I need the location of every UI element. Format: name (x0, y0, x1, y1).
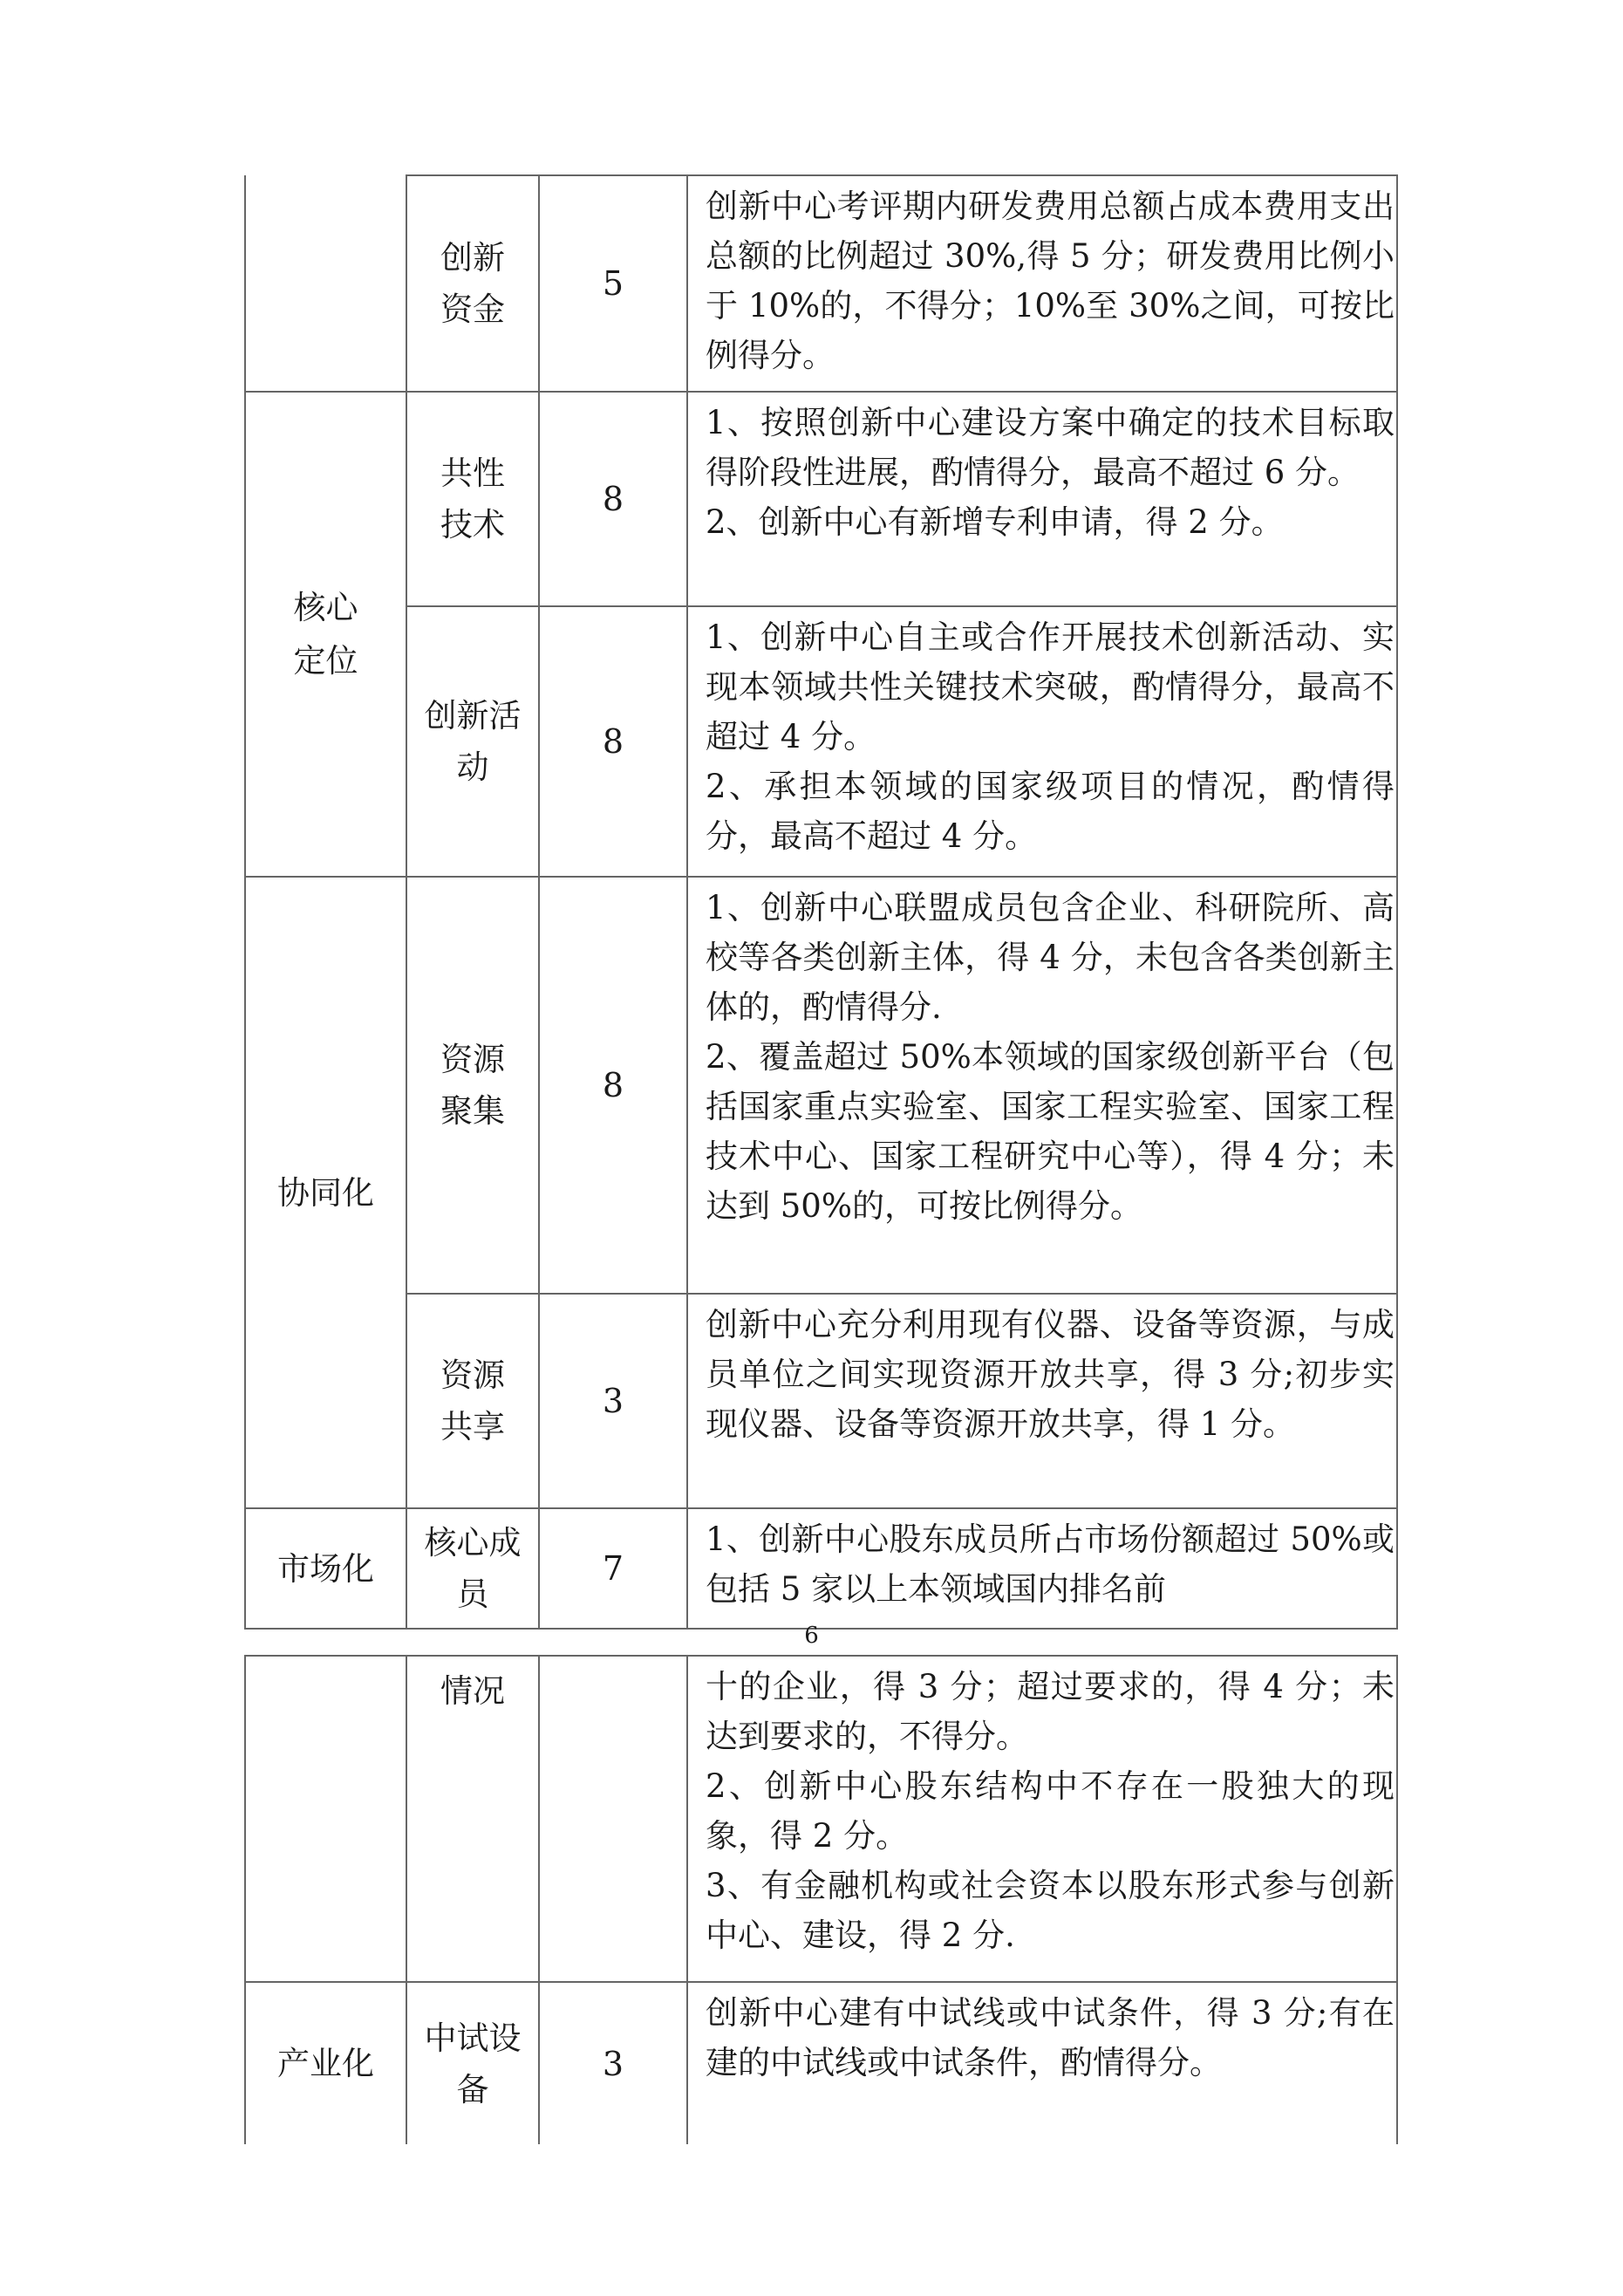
score-value: 3 (602, 1382, 624, 1420)
description-cell (687, 392, 1397, 606)
item-cell (406, 175, 539, 392)
item-cell (406, 392, 539, 606)
score-cell (539, 175, 687, 392)
category-label: 市场化 (277, 1549, 374, 1588)
score-value: 8 (602, 722, 624, 761)
description-text: 1、创新中心联盟成员包含企业、科研院所、高校等各类创新主体，得 4 分，未包含各类创新主体的，酌情得分. (706, 889, 1395, 1026)
description-text: 1、按照创新中心建设方案中确定的技术目标取得阶段性进展，酌情得分，最高不超过 6 分。 (706, 404, 1395, 491)
description-cell (687, 606, 1397, 877)
category-cell (245, 175, 406, 392)
description-text: 2、创新中心有新增专利申请，得 2 分。 (706, 503, 1284, 541)
item-cell (406, 1508, 539, 1629)
item-label: 共性 技术 (440, 454, 505, 543)
item-label: 情况 (440, 1672, 505, 1710)
table-row (245, 1294, 1397, 1508)
table-row (245, 1656, 1397, 1982)
score-value: 8 (602, 480, 624, 518)
description-text: 2、创新中心股东结构中不存在一股独大的现象，得 2 分。 (706, 1767, 1395, 1855)
item-cell (406, 877, 539, 1294)
score-cell (539, 1982, 687, 2144)
score-cell (539, 1656, 687, 1982)
table-row (245, 877, 1397, 1294)
category-cell (245, 1982, 406, 2144)
description-cell (687, 1508, 1397, 1629)
description-cell (687, 1656, 1397, 1982)
item-cell (406, 606, 539, 877)
category-label: 协同化 (277, 1173, 374, 1212)
description-cell (687, 1982, 1397, 2144)
item-label: 创新活 动 (424, 697, 522, 786)
description-text: 十的企业，得 3 分；超过要求的，得 4 分；未达到要求的，不得分。 (706, 1668, 1395, 1755)
score-cell (539, 1294, 687, 1508)
description-cell (687, 877, 1397, 1294)
score-cell (539, 606, 687, 877)
score-cell (539, 1508, 687, 1629)
item-label: 中试设 备 (424, 2019, 522, 2108)
item-label: 资源 聚集 (440, 1041, 505, 1130)
category-cell (245, 392, 406, 877)
description-text: 创新中心考评期内研发费用总额占成本费用支出总额的比例超过 30%,得 5 分；研发费用比例小于 10%的，不得分；10%至 30%之间，可按比例得分。 (706, 188, 1395, 374)
category-label: 核心 定位 (293, 589, 358, 680)
item-label: 核心成 员 (424, 1524, 522, 1613)
item-label: 资源 共享 (440, 1356, 505, 1445)
description-cell (687, 175, 1397, 392)
description-cell (687, 1294, 1397, 1508)
score-value: 3 (602, 2044, 624, 2083)
score-value: 8 (602, 1066, 624, 1104)
description-text: 2、承担本领域的国家级项目的情况，酌情得分，最高不超过 4 分。 (706, 768, 1395, 855)
scoring-table-1 (244, 174, 1398, 1630)
page-number: 6 (804, 1623, 819, 1649)
description-text: 3、有金融机构或社会资本以股东形式参与创新中心、建设，得 2 分. (706, 1867, 1395, 1954)
item-cell (406, 1294, 539, 1508)
table-row (245, 1508, 1397, 1629)
category-cell (245, 1656, 406, 1982)
description-text: 1、创新中心股东成员所占市场份额超过 50%或包括 5 家以上本领域国内排名前 (706, 1520, 1395, 1608)
description-text: 创新中心充分利用现有仪器、设备等资源，与成员单位之间实现资源开放共享，得 3 分;初步实现仪器、设备等资源开放共享，得 1 分。 (706, 1306, 1395, 1443)
table-row (245, 1982, 1397, 2144)
score-value: 7 (602, 1549, 624, 1588)
table-row (245, 392, 1397, 606)
scoring-table-2 (244, 1655, 1398, 2144)
category-cell (245, 877, 406, 1508)
score-value: 5 (602, 264, 624, 303)
table-row (245, 175, 1397, 392)
item-label: 创新 资金 (440, 239, 505, 328)
category-label: 产业化 (277, 2045, 374, 2082)
description-text: 2、覆盖超过 50%本领域的国家级创新平台（包括国家重点实验室、国家工程实验室、国家工程技术中心、国家工程研究中心等），得 4 分；未达到 50%的，可按比例得分。 (706, 1038, 1395, 1225)
item-cell (406, 1656, 539, 1982)
score-cell (539, 392, 687, 606)
table-row (245, 606, 1397, 877)
description-text: 1、创新中心自主或合作开展技术创新活动、实现本领域共性关键技术突破，酌情得分，最高不超过 4 分。 (706, 618, 1395, 755)
item-cell (406, 1982, 539, 2144)
description-text: 创新中心建有中试线或中试条件，得 3 分;有在建的中试线或中试条件，酌情得分。 (706, 1994, 1395, 2081)
category-cell (245, 1508, 406, 1629)
score-cell (539, 877, 687, 1294)
